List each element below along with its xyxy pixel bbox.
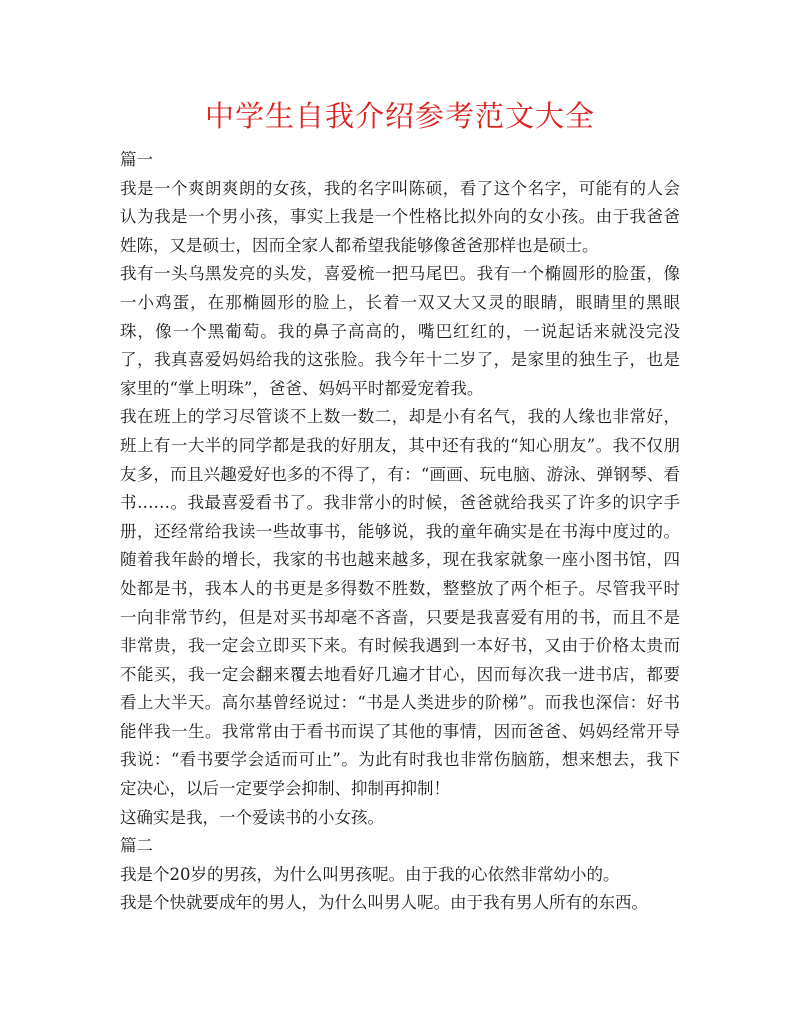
paragraph: 我是个快就要成年的男人，为什么叫男人呢。由于我有男人所有的东西。 — [120, 893, 648, 913]
document-title: 中学生自我介绍参考范文大全 — [204, 99, 595, 133]
section-label-2: 篇二 — [120, 836, 153, 856]
paragraph: 我是一个爽朗爽朗的女孩，我的名字叫陈硕，看了这个名字，可能有的人会认为我是一个男小孩，事实上我是一个性格比拟外向的女小孩。由于我爸爸姓陈，又是硕士，因而全家人都希望我能够像爸爸那样也是硕士。 — [120, 178, 680, 255]
paragraph: 这确实是我，一个爱读书的小女孩。 — [120, 807, 384, 827]
section-label-1: 篇一 — [120, 150, 153, 169]
document-body — [120, 146, 680, 918]
paragraph: 我有一头乌黑发亮的头发，喜爱梳一把马尾巴。我有一个椭圆形的脸蛋，像一小鸡蛋，在那椭圆形的脸上，长着一双又大又灵的眼睛，眼睛里的黑眼珠，像一个黑葡萄。我的鼻子高高的，嘴巴红红的，一说起话来就没完没了，我真喜爱妈妈给我的这张脸。我今年十二岁了，是家里的独生子，也是家里的“掌上明珠”，爸爸、妈妈平时都爱宠着我。 — [120, 264, 680, 398]
paragraph: 我是个20岁的男孩，为什么叫男孩呢。由于我的心依然非常幼小的。 — [120, 864, 620, 884]
paragraph: 我在班上的学习尽管谈不上数一数二，却是小有名气，我的人缘也非常好，班上有一大半的同学都是我的好朋友，其中还有我的“知心朋友”。我不仅朋友多，而且兴趣爱好也多的不得了，有：“画画、玩电脑、游泳、弹钢琴、看书……。我最喜爱看书了。我非常小的时候，爸爸就给我买了许多的识字手册，还经常给我读一些故事书，能够说，我的童年确实是在书海中度过的。随着我年龄的增长，我家的书也越来越多，现在我家就象一座小图书馆，四处都是书，我本人的书更是多得数不胜数，整整放了两个柜子。尽管我平时一向非常节约，但是对买书却毫不吝啬，只要是我喜爱有用的书，而且不是非常贵，我一定会立即买下来。有时候我遇到一本好书，又由于价格太贵而不能买，我一定会翻来覆去地看好几遍才甘心，因而每次我一进书店，都要看上大半天。高尔基曾经说过：“书是人类进步的阶梯”。而我也深信：好书能伴我一生。我常常由于看书而误了其他的事情，因而爸爸、妈妈经常开导我说：“看书要学会适而可止”。为此有时我也非常伤脑筋，想来想去，我下定决心，以后一定要学会抑制、抑制再抑制！ — [120, 407, 680, 799]
